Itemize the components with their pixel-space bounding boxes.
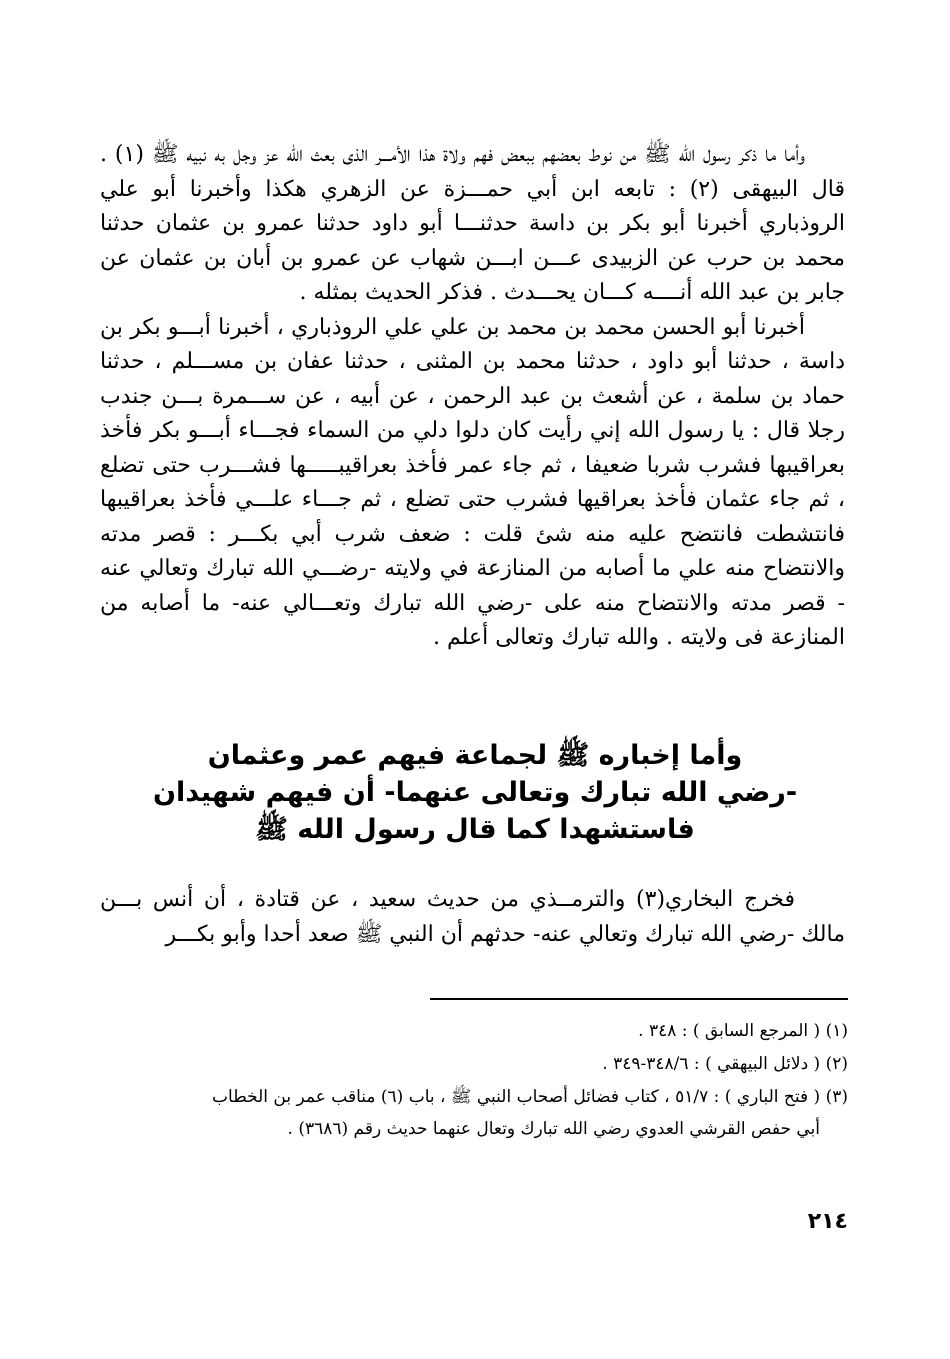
heading-line-3: فاستشهدا كما قال رسول الله ﷺ bbox=[255, 814, 695, 845]
heading-line-1: وأما إخباره ﷺ لجماعة فيهم عمر وعثمان bbox=[207, 740, 743, 771]
paragraph-1: وأما ما ذكر رسول الله ﷺ من نوط بعضهم ببعض فهم ولاة هذا الأمـــر الذى بعث الله عز وجل به نبيه ﷺ (١) . قال البيهقى (٢) : تابعه ابن أبي حمـــزة عن الزهري هكذا وأخبرنا أبو علي الروذباري أخبرنا أبو بكر بن داسة حدثنـــا أبو داود حدثنا عمرو بن عثمان حدثنا محمد بن حرب عن الزبيدى عـــن ابـــن شهاب عن عمرو بن أبان بن عثمان عن جابر بن عبد الله أنــــه كـــان يحـــدث . فذكر الحديث بمثله . bbox=[100, 142, 845, 305]
paragraph-2: أخبرنا أبو الحسن محمد بن محمد بن علي علي الروذباري ، أخبرنا أبـــو بكر بن داسة ، حدثنا أبو داود ، حدثنا محمد بن المثنى ، حدثنا عفان بن مســـلم ، حدثنا حماد بن سلمة ، عن أشعث بن عبد الرحمن ، عن أبيه ، عن ســـمرة بـــن جندب رجلا قال : يا رسول الله إني رأيت كان دلوا دلي من السماء فجـــاء أبـــو بكر فأخذ بعراقيبها فشرب شربا ضعيفا ، ثم جاء عمر فأخذ بعراقيبـــــها فشـــرب حتى تضلع ، ثم جاء عثمان فأخذ بعراقيها فشرب حتى تضلع ، ثم جـــاء علـــي فأخذ بعراقيبها فانتشطت فانتضح عليه منه شئ قلت : ضعف شرب أبي بكـــر : قصر مدته والانتضاح منه علي ما أصابه من المنازعة في ولايته -رضـــي الله تبارك وتعالي عنه - قصر مدته والانتضاح منه على -رضي الله تبارك وتعـــالي عنه- ما أصابه من المنازعة فى ولايته . والله تبارك وتعالى أعلم . bbox=[100, 314, 846, 650]
footnote-2: (٢) ( دلائل البيهقي ) : ٣٤٨/٦-٣٤٩ . bbox=[602, 1054, 848, 1074]
page-number: ٢١٤ bbox=[807, 1209, 848, 1234]
second-text-block bbox=[100, 883, 845, 952]
footnotes bbox=[110, 1015, 848, 1144]
heading-line-2: -رضي الله تبارك وتعالى عنهما- أن فيهم شهيدان bbox=[152, 777, 798, 808]
footnote-1: (١) ( المرجع السابق ) : ٣٤٨ . bbox=[638, 1021, 848, 1041]
footnote-3: (٣) ( فتح الباري ) : ٥١/٧ ، كتاب فضائل أصحاب النبي ﷺ ، باب (٦) مناقب عمر بن الخطاب bbox=[212, 1087, 848, 1107]
section-heading bbox=[140, 737, 810, 848]
main-text-block bbox=[100, 138, 845, 656]
paragraph-3: فخرج البخاري(٣) والترمــذي من حديث سعيد ، عن قتادة ، أن أنس بـــن مالك -رضي الله تبارك وتعالي عنه- حدثهم أن النبي ﷺ صعد أحدا وأبو بكـــر bbox=[100, 887, 845, 947]
footnote-divider bbox=[430, 998, 848, 1000]
footnote-3-continuation: أبي حفص القرشي العدوي رضي الله تبارك وتعال عنهما حديث رقم (٣٦٨٦) . bbox=[287, 1119, 820, 1139]
